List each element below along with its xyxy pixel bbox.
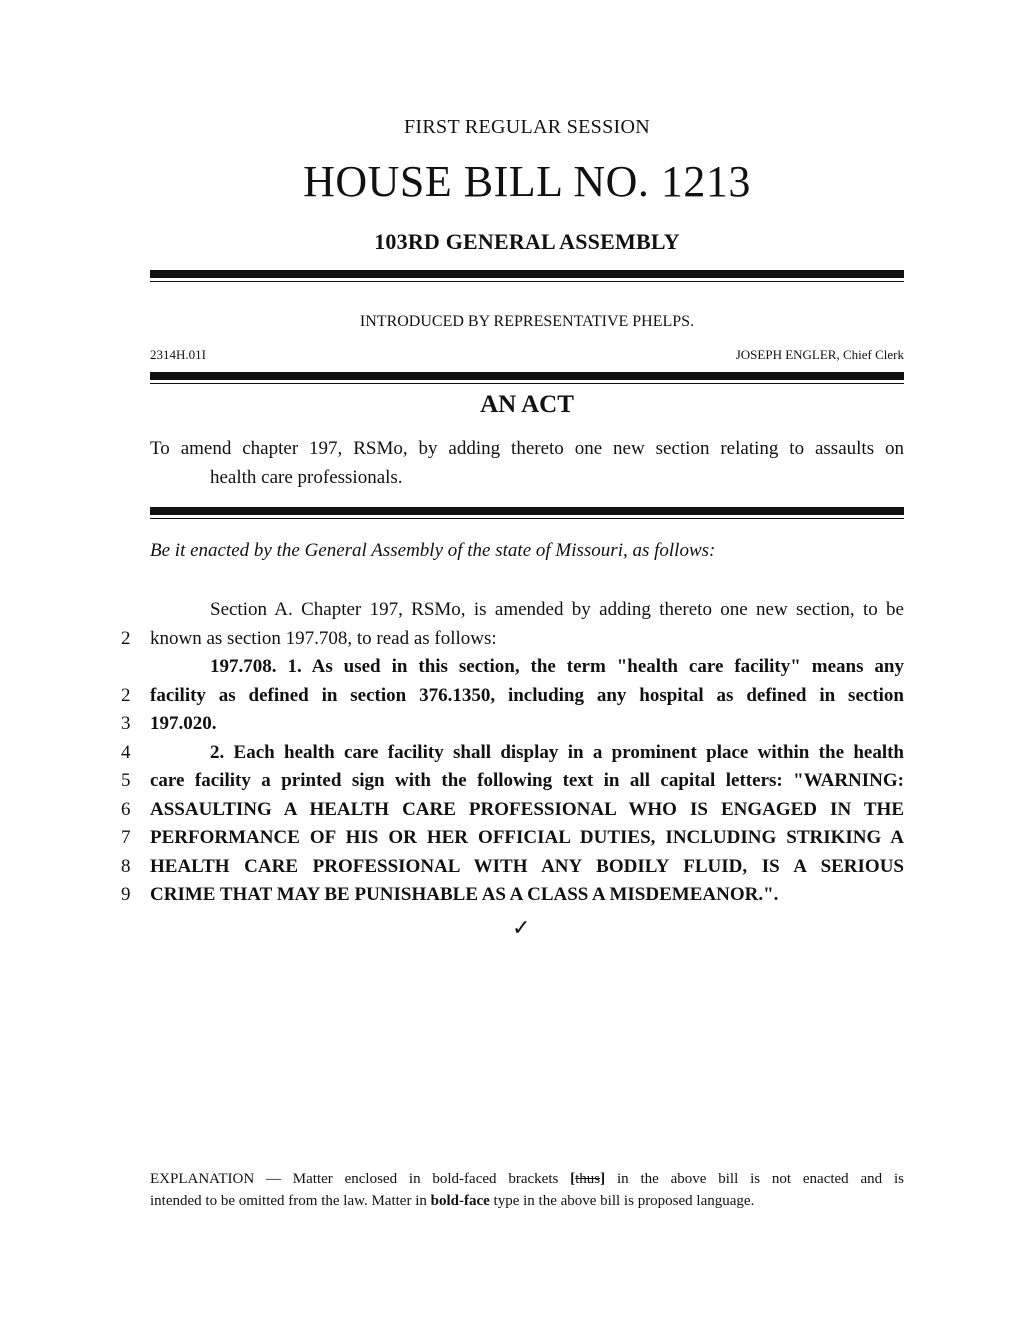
header-rule-thin: [150, 281, 904, 282]
act-title-line-2: health care professionals.: [210, 467, 403, 488]
line-number: 2: [121, 627, 131, 649]
enacting-clause: Be it enacted by the General Assembly of the state of Missouri, as follows:: [150, 540, 716, 561]
enacting-rule-thick: [150, 507, 904, 515]
act-rule-thin: [150, 383, 904, 384]
line-text: Section A. Chapter 197, RSMo, is amended by adding thereto one new section, to be: [210, 599, 904, 620]
line-text: 197.708. 1. As used in this section, the term "health care facility" means any: [210, 656, 904, 677]
explanation-text: EXPLANATION — Matter enclosed in bold-faced brackets: [150, 1171, 571, 1187]
line-number: 9: [121, 884, 131, 905]
introduced-by: INTRODUCED BY REPRESENTATIVE PHELPS.: [359, 313, 695, 330]
line-text: 197.020.: [150, 713, 217, 734]
body-line: [0, 824, 1024, 853]
explanation-text: intended to be omitted from the law. Matter in: [150, 1193, 431, 1209]
act-title-line-1: To amend chapter 197, RSMo, by adding thereto one new section relating to assaults on: [150, 438, 904, 459]
line-text: PERFORMANCE OF HIS OR HER OFFICIAL DUTIES, INCLUDING STRIKING A: [150, 827, 904, 848]
line-text: known as section 197.708, to read as follows:: [150, 627, 497, 649]
bracket-open: [: [570, 1171, 576, 1187]
bill-title: HOUSE BILL NO. 1213: [303, 157, 751, 206]
line-number: 4: [121, 741, 131, 763]
bold-face-example: bold-face: [430, 1193, 490, 1209]
assembly-label: 103RD GENERAL ASSEMBLY: [374, 229, 680, 254]
line-text: care facility a printed sign with the following text in all capital letters: "WARNING:: [150, 770, 904, 791]
body-line: [0, 881, 1024, 910]
act-heading: AN ACT: [480, 391, 574, 418]
body-line: [0, 853, 1024, 882]
explanation-line-1: [150, 1168, 904, 1190]
explanation-note: [150, 1168, 904, 1212]
body-line: [0, 596, 1024, 625]
line-text: facility as defined in section 376.1350, including any hospital as defined in section: [150, 684, 904, 706]
struck-example: thus: [575, 1171, 601, 1187]
line-text: CRIME THAT MAY BE PUNISHABLE AS A CLASS A MISDEMEANOR.".: [150, 884, 779, 905]
body-line: [0, 682, 1024, 711]
enacting-rule-thin: [150, 518, 904, 519]
bill-code: 2314H.01I: [150, 347, 206, 362]
line-number: 5: [121, 770, 131, 791]
line-text: ASSAULTING A HEALTH CARE PROFESSIONAL WHO IS ENGAGED IN THE: [150, 798, 904, 820]
explanation-text: type in the above bill is proposed language.: [489, 1193, 755, 1209]
body-line: [0, 767, 1024, 796]
body-line: [0, 710, 1024, 739]
session-label: FIRST REGULAR SESSION: [404, 116, 650, 138]
line-number: 2: [121, 684, 131, 706]
bill-body: [0, 596, 1024, 910]
explanation-text: in the above bill is not enacted and is: [605, 1171, 904, 1187]
explanation-line-2: [150, 1190, 904, 1212]
line-text: 2. Each health care facility shall display in a prominent place within the health: [210, 741, 904, 763]
line-number: 7: [121, 827, 131, 848]
bracket-close: ]: [600, 1171, 606, 1187]
header-rule-thick: [150, 270, 904, 278]
body-line: [0, 739, 1024, 768]
body-line: [0, 653, 1024, 682]
checkmark-icon: ✓: [512, 916, 531, 941]
act-rule-thick: [150, 372, 904, 380]
line-text: HEALTH CARE PROFESSIONAL WITH ANY BODILY FLUID, IS A SERIOUS: [150, 855, 904, 877]
body-line: [0, 625, 1024, 654]
body-line: [0, 796, 1024, 825]
chief-clerk: JOSEPH ENGLER, Chief Clerk: [735, 347, 904, 362]
line-number: 8: [121, 855, 131, 877]
line-number: 6: [121, 798, 131, 820]
line-number: 3: [121, 713, 131, 734]
act-title-text: [150, 434, 904, 492]
